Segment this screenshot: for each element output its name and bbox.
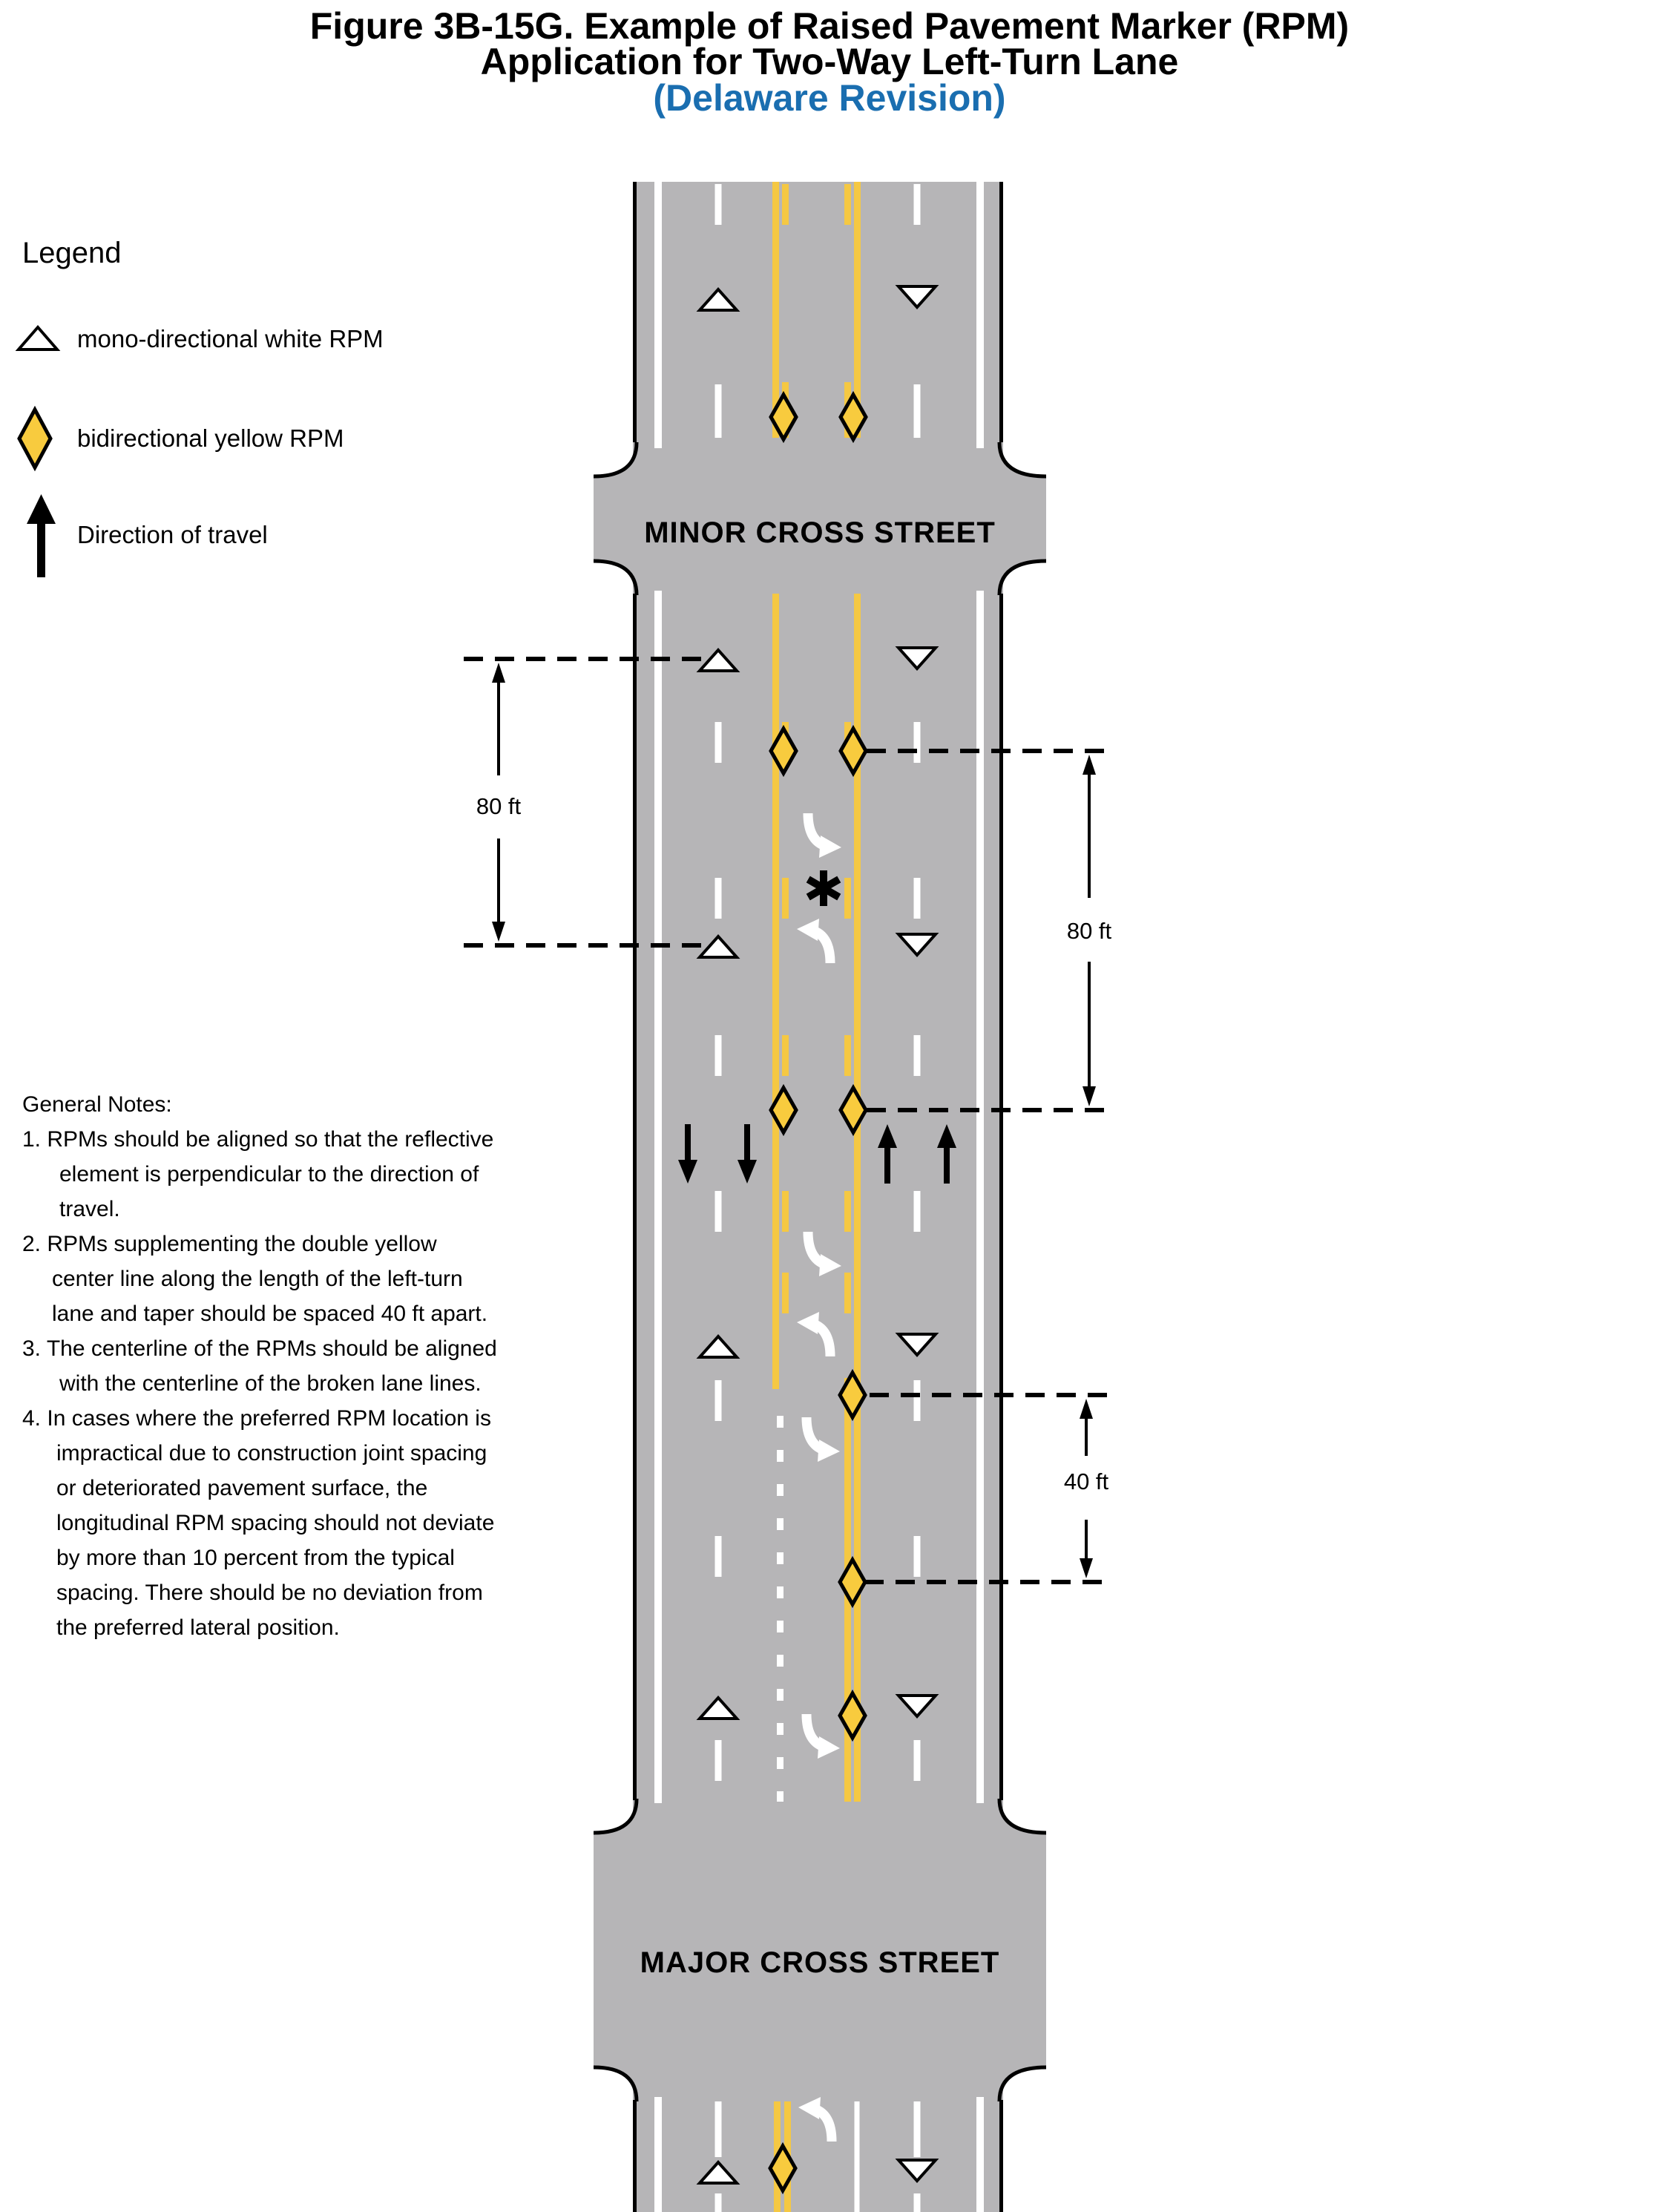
figure-title-line1: Figure 3B-15G. Example of Raised Pavement Marker (RPM): [309, 5, 1350, 47]
note-line: 4. In cases where the preferred RPM location is: [22, 1406, 491, 1431]
general-notes: [22, 1092, 497, 1640]
notes-heading: General Notes:: [22, 1092, 172, 1117]
bidirectional-yellow-rpm-diamond-icon: [19, 410, 50, 467]
legend-item-direction: [27, 494, 268, 577]
note-line: 3. The centerline of the RPMs should be aligned: [22, 1336, 497, 1361]
note-line: by more than 10 percent from the typical: [56, 1546, 455, 1570]
figure-title-revision: (Delaware Revision): [653, 77, 1006, 119]
mono-directional-white-rpm-triangle-icon: [19, 327, 57, 349]
dimension-label-40ft: 40 ft: [1063, 1468, 1109, 1494]
legend-heading: Legend: [22, 237, 122, 269]
dimension-label-80ft-left: 80 ft: [476, 793, 522, 819]
note-line: lane and taper should be spaced 40 ft apart.: [52, 1302, 488, 1326]
note-line: 2. RPMs supplementing the double yellow: [22, 1232, 437, 1256]
note-line: 1. RPMs should be aligned so that the reflective: [22, 1127, 494, 1152]
legend-item-label: bidirectional yellow RPM: [77, 424, 344, 452]
note-line: element is perpendicular to the direction of: [59, 1162, 479, 1187]
legend-item-label: Direction of travel: [77, 521, 268, 548]
note-line: center line along the length of the left-turn: [52, 1267, 463, 1291]
twltl-left-solid-yellow: [772, 594, 779, 1389]
note-line: longitudinal RPM spacing should not deviate: [56, 1511, 495, 1535]
note-line: with the centerline of the broken lane lines.: [59, 1371, 482, 1396]
note-line: impractical due to construction joint spacing: [56, 1441, 487, 1466]
note-line: the preferred lateral position.: [56, 1615, 340, 1640]
note-line: spacing. There should be no deviation from: [56, 1581, 483, 1605]
legend-item-yellow-rpm: [19, 410, 344, 467]
bottom-lane-line: [855, 2101, 860, 2212]
major-cross-street-label: MAJOR CROSS STREET: [640, 1946, 1000, 1979]
dimension-label-80ft-right: 80 ft: [1066, 918, 1112, 944]
minor-cross-street-label: MINOR CROSS STREET: [644, 516, 996, 549]
figure-title-line2: Application for Two-Way Left-Turn Lane: [480, 41, 1179, 82]
note-line: or deteriorated pavement surface, the: [56, 1476, 428, 1500]
twltl-right-solid-yellow: [854, 594, 861, 1802]
legend-item-white-rpm: [19, 325, 384, 352]
legend-item-label: mono-directional white RPM: [77, 325, 384, 352]
legend: [19, 237, 384, 577]
direction-of-travel-arrow-icon: [27, 494, 56, 577]
note-line: travel.: [59, 1197, 120, 1221]
